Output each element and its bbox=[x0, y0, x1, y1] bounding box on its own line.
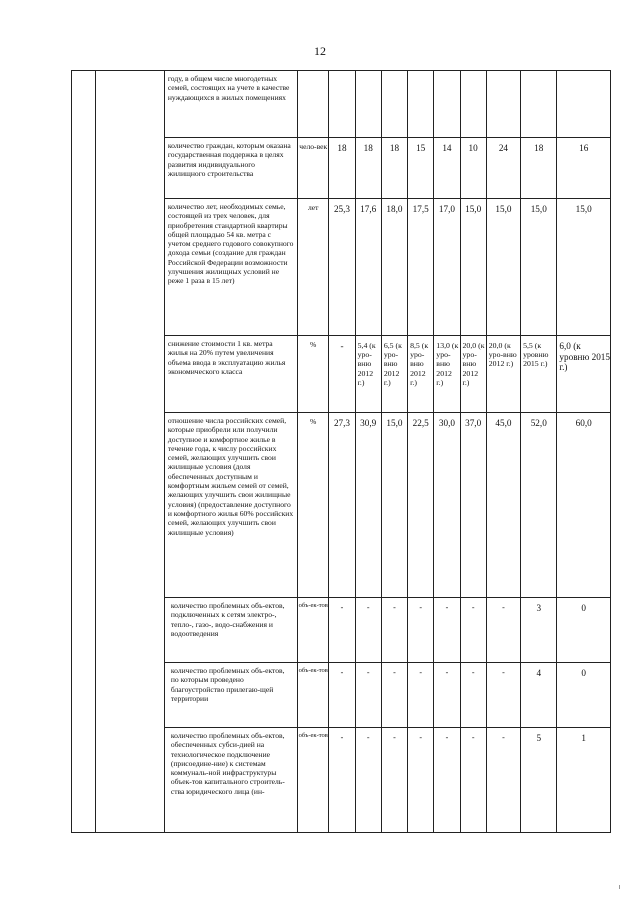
value-cell: - bbox=[329, 728, 355, 833]
value-cell: 18 bbox=[329, 138, 355, 199]
value-cell: - bbox=[486, 728, 520, 833]
value-cell: 10 bbox=[460, 138, 486, 199]
value-cell: 30,9 bbox=[355, 413, 381, 598]
value-cell: 27,3 bbox=[329, 413, 355, 598]
value-cell: 17,6 bbox=[355, 199, 381, 336]
scan-mark bbox=[619, 885, 620, 889]
value-cell: 5,4 (к уро-вню 2012 г.) bbox=[355, 336, 381, 413]
value-cell: 5 bbox=[521, 728, 557, 833]
indicator-description: отношение числа российских семей, которые приобрели или получили доступное и комфортное жилье в течение года, к числу российских семей, желающих улучшить свои жилищные условия (доля обеспеченных доступным и комфортным жильем семей от семей, желающих улучшить свои жилищные условия) (предоставление доступного и комфортного жилья 60% российских семей, желающих улучшить свои жилищные условия) bbox=[164, 413, 297, 598]
value-cell: - bbox=[381, 663, 407, 728]
value-cell: 14 bbox=[434, 138, 460, 199]
unit-cell: объ-ек-тов bbox=[298, 728, 329, 833]
value-cell: 0 bbox=[557, 663, 611, 728]
value-cell: - bbox=[434, 598, 460, 663]
value-cell: - bbox=[329, 336, 355, 413]
value-cell: - bbox=[460, 728, 486, 833]
column-name-cell bbox=[96, 71, 165, 833]
value-cell: 6,0 (к уровню 2015 г.) bbox=[557, 336, 611, 413]
value-cell: 15,0 bbox=[460, 199, 486, 336]
value-cell: - bbox=[355, 598, 381, 663]
value-cell: 13,0 (к уро-вню 2012 г.) bbox=[434, 336, 460, 413]
value-cell bbox=[381, 71, 407, 138]
indicator-description: количество проблемных объ-ектов, по которым проведено благоустройство прилегаю-щей территории bbox=[164, 663, 297, 728]
unit-cell: чело-век bbox=[298, 138, 329, 199]
value-cell: 15,0 bbox=[521, 199, 557, 336]
value-cell: 0 bbox=[557, 598, 611, 663]
value-cell: - bbox=[381, 598, 407, 663]
value-cell bbox=[355, 71, 381, 138]
value-cell: 25,3 bbox=[329, 199, 355, 336]
value-cell: 4 bbox=[521, 663, 557, 728]
value-cell: 18,0 bbox=[381, 199, 407, 336]
value-cell: 30,0 bbox=[434, 413, 460, 598]
indicator-description: количество граждан, которым оказана государственная поддержка в целях развития индивидуального жилищного строительства bbox=[164, 138, 297, 199]
value-cell bbox=[408, 71, 434, 138]
value-cell: 15,0 bbox=[557, 199, 611, 336]
indicator-description: снижение стоимости 1 кв. метра жилья на 20% путем увеличения объема ввода в эксплуатацию жилья экономического класса bbox=[164, 336, 297, 413]
value-cell: 8,5 (к уро-вню 2012 г.) bbox=[408, 336, 434, 413]
value-cell bbox=[460, 71, 486, 138]
value-cell: 18 bbox=[381, 138, 407, 199]
indicator-description: количество лет, необходимых семье, состоящей из трех человек, для приобретения стандартной квартиры общей площадью 54 кв. метра с учетом среднего годового совокупного дохода семьи (создание для граждан Российской Федерации возможности улучшения жилищных условий не реже 1 раза в 15 лет) bbox=[164, 199, 297, 336]
value-cell: - bbox=[329, 663, 355, 728]
value-cell: - bbox=[434, 663, 460, 728]
value-cell: 15 bbox=[408, 138, 434, 199]
value-cell: 3 bbox=[521, 598, 557, 663]
value-cell: 5,5 (к уровню 2015 г.) bbox=[521, 336, 557, 413]
page-number: 12 bbox=[314, 44, 326, 58]
value-cell: 22,5 bbox=[408, 413, 434, 598]
value-cell: - bbox=[434, 728, 460, 833]
value-cell bbox=[329, 71, 355, 138]
value-cell: - bbox=[381, 728, 407, 833]
table-row bbox=[72, 71, 611, 138]
indicator-description: количество проблемных объ-ектов, подключенных к сетям электро-, тепло-, газо-, водо-снабжения и водоотведения bbox=[164, 598, 297, 663]
unit-cell: объ-ек-тов bbox=[298, 598, 329, 663]
value-cell: 15,0 bbox=[381, 413, 407, 598]
value-cell: 20,0 (к уро-вню 2012 г.) bbox=[486, 336, 520, 413]
value-cell bbox=[486, 71, 520, 138]
value-cell: - bbox=[408, 598, 434, 663]
unit-cell: лет bbox=[298, 199, 329, 336]
value-cell: - bbox=[329, 598, 355, 663]
value-cell: 16 bbox=[557, 138, 611, 199]
value-cell: - bbox=[408, 728, 434, 833]
value-cell: 15,0 bbox=[486, 199, 520, 336]
column-number-cell bbox=[72, 71, 96, 833]
unit-cell: % bbox=[298, 336, 329, 413]
value-cell: - bbox=[460, 663, 486, 728]
value-cell: 24 bbox=[486, 138, 520, 199]
value-cell: 6,5 (к уро-вню 2012 г.) bbox=[381, 336, 407, 413]
value-cell: - bbox=[355, 728, 381, 833]
value-cell: 1 bbox=[557, 728, 611, 833]
indicator-description: количество проблемных объ-ектов, обеспеченных субси-дией на технологическое подключение (присоедине-ние) к системам коммуналь-ной инфраструктуры объек-тов капитального строитель-ства юридического лица (ин- bbox=[164, 728, 297, 833]
value-cell: 60,0 bbox=[557, 413, 611, 598]
unit-cell: % bbox=[298, 413, 329, 598]
value-cell bbox=[557, 71, 611, 138]
value-cell: - bbox=[486, 663, 520, 728]
value-cell: - bbox=[460, 598, 486, 663]
indicator-description: году, в общем числе многодетных семей, состоящих на учете в качестве нуждающихся в жилых помещениях bbox=[164, 71, 297, 138]
value-cell: - bbox=[486, 598, 520, 663]
indicators-table bbox=[71, 70, 611, 833]
unit-cell bbox=[298, 71, 329, 138]
value-cell: 17,0 bbox=[434, 199, 460, 336]
value-cell: 37,0 bbox=[460, 413, 486, 598]
value-cell bbox=[521, 71, 557, 138]
value-cell: - bbox=[355, 663, 381, 728]
value-cell: 45,0 bbox=[486, 413, 520, 598]
value-cell: 17,5 bbox=[408, 199, 434, 336]
value-cell: 52,0 bbox=[521, 413, 557, 598]
value-cell: 20,0 (к уро-вню 2012 г.) bbox=[460, 336, 486, 413]
unit-cell: объ-ек-тов bbox=[298, 663, 329, 728]
value-cell bbox=[434, 71, 460, 138]
value-cell: - bbox=[408, 663, 434, 728]
value-cell: 18 bbox=[355, 138, 381, 199]
value-cell: 18 bbox=[521, 138, 557, 199]
